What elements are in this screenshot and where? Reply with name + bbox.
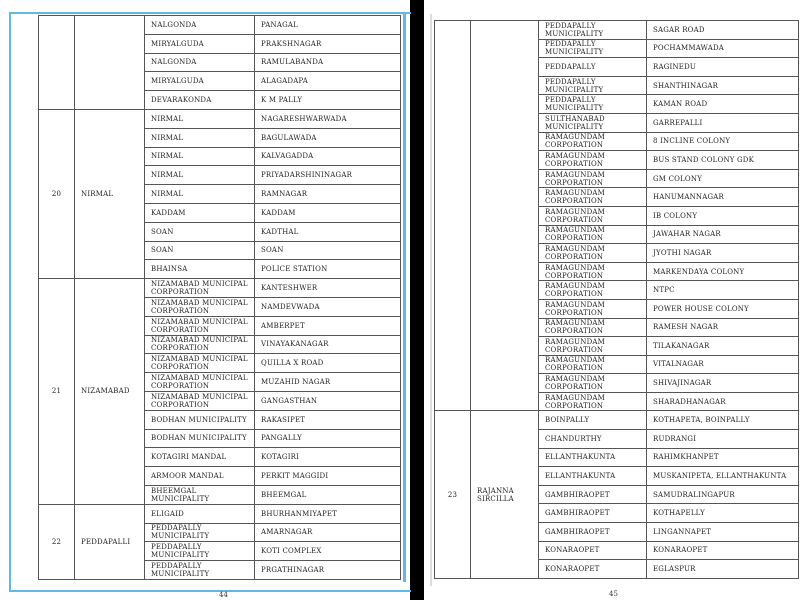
area-cell: RAMAGUNDAM CORPORATION (539, 132, 647, 151)
location-cell: JYOTHI NAGAR (647, 244, 799, 263)
location-cell: KADTHAL (255, 222, 401, 241)
table-row (435, 411, 799, 430)
left-district-table (38, 15, 401, 580)
location-cell: KOTHAPETA, BOINPALLY (647, 411, 799, 430)
location-cell: RAMNAGAR (255, 185, 401, 204)
area-cell: CHANDURTHY (539, 430, 647, 449)
location-cell: JAWAHAR NAGAR (647, 225, 799, 244)
location-cell: RUDRANGI (647, 430, 799, 449)
area-cell: PEDDAPALLY MUNICIPALITY (539, 39, 647, 58)
area-cell: ARMOOR MANDAL (145, 467, 255, 486)
area-cell: PEDDAPALLY MUNICIPALITY (145, 561, 255, 580)
area-cell: NIZAMABAD MUNICIPAL CORPORATION (145, 335, 255, 354)
area-cell: NIRMAL (145, 166, 255, 185)
area-cell: NIZAMABAD MUNICIPAL CORPORATION (145, 373, 255, 392)
area-cell: NIZAMABAD MUNICIPAL CORPORATION (145, 279, 255, 298)
area-cell: GAMBHIRAOPET (539, 523, 647, 542)
area-cell: NIRMAL (145, 109, 255, 128)
area-cell: BODHAN MUNICIPALITY (145, 410, 255, 429)
serial-number-cell: 23 (435, 411, 471, 578)
location-cell: RAGINEDU (647, 58, 799, 77)
area-cell: KOTAGIRI MANDAL (145, 448, 255, 467)
area-cell: RAMAGUNDAM CORPORATION (539, 337, 647, 356)
location-cell: GANGASTHAN (255, 391, 401, 410)
location-cell: RAMULABANDA (255, 53, 401, 72)
district-cell: NIRMAL (75, 109, 145, 278)
area-cell: RAMAGUNDAM CORPORATION (539, 169, 647, 188)
location-cell: PRIYADARSHININAGAR (255, 166, 401, 185)
area-cell: RAMAGUNDAM CORPORATION (539, 392, 647, 411)
location-cell: LINGANNAPET (647, 523, 799, 542)
area-cell: NIZAMABAD MUNICIPAL CORPORATION (145, 316, 255, 335)
location-cell: SAMUDRALINGAPUR (647, 485, 799, 504)
location-cell: NTPC (647, 281, 799, 300)
area-cell: GAMBHIRAOPET (539, 485, 647, 504)
location-cell: TILAKANAGAR (647, 337, 799, 356)
area-cell: NIZAMABAD MUNICIPAL CORPORATION (145, 391, 255, 410)
location-cell: BAGULAWADA (255, 128, 401, 147)
location-cell: ALAGADAPA (255, 72, 401, 91)
area-cell: SOAN (145, 222, 255, 241)
area-cell: PEDDAPALLY MUNICIPALITY (539, 21, 647, 40)
location-cell: KALVAGADDA (255, 147, 401, 166)
location-cell: MUZAHID NAGAR (255, 373, 401, 392)
area-cell: GAMBHIRAOPET (539, 504, 647, 523)
location-cell: POWER HOUSE COLONY (647, 299, 799, 318)
location-cell: POCHAMMAWADA (647, 39, 799, 58)
area-cell: RAMAGUNDAM CORPORATION (539, 151, 647, 170)
area-cell: RAMAGUNDAM CORPORATION (539, 244, 647, 263)
area-cell: RAMAGUNDAM CORPORATION (539, 355, 647, 374)
area-cell: BOINPALLY (539, 411, 647, 430)
location-cell: RAMESH NAGAR (647, 318, 799, 337)
area-cell: PEDDAPALLY MUNICIPALITY (145, 523, 255, 542)
location-cell: PANGALLY (255, 429, 401, 448)
serial-number-cell (435, 21, 471, 411)
serial-number-cell: 22 (39, 504, 75, 579)
location-cell: BUS STAND COLONY GDK (647, 151, 799, 170)
location-cell: POLICE STATION (255, 260, 401, 279)
location-cell: KOTI COMPLEX (255, 542, 401, 561)
location-cell: VINAYAKANAGAR (255, 335, 401, 354)
area-cell: ELIGAID (145, 504, 255, 523)
area-cell: PEDDAPALLY MUNICIPALITY (145, 542, 255, 561)
location-cell: EGLASPUR (647, 560, 799, 579)
location-cell: GARREPALLI (647, 113, 799, 132)
area-cell: PEDDAPALLY MUNICIPALITY (539, 76, 647, 95)
table-row (39, 279, 401, 298)
location-cell: KADDAM (255, 203, 401, 222)
table-row (39, 504, 401, 523)
location-cell: KONARAOPET (647, 541, 799, 560)
location-cell: PRGATHINAGAR (255, 561, 401, 580)
right-page-number: 45 (609, 590, 618, 598)
location-cell: VITALNAGAR (647, 355, 799, 374)
area-cell: RAMAGUNDAM CORPORATION (539, 188, 647, 207)
location-cell: SAGAR ROAD (647, 21, 799, 40)
table-row (39, 16, 401, 35)
district-cell: NIZAMABAD (75, 279, 145, 505)
location-cell: KOTHAPELLY (647, 504, 799, 523)
location-cell: AMBERPET (255, 316, 401, 335)
area-cell: NIZAMABAD MUNICIPAL CORPORATION (145, 354, 255, 373)
area-cell: PEDDAPALLY (539, 58, 647, 77)
area-cell: RAMAGUNDAM CORPORATION (539, 281, 647, 300)
area-cell: SOAN (145, 241, 255, 260)
area-cell: BHEEMGAL MUNICIPALITY (145, 485, 255, 504)
location-cell: SHIVAJINAGAR (647, 374, 799, 393)
area-cell: RAMAGUNDAM CORPORATION (539, 374, 647, 393)
location-cell: BHURHANMIYAPET (255, 504, 401, 523)
location-cell: KANTESHWER (255, 279, 401, 298)
location-cell: K M PALLY (255, 91, 401, 110)
area-cell: ELLANTHAKUNTA (539, 448, 647, 467)
area-cell: MIRYALGUDA (145, 34, 255, 53)
table-row (435, 21, 799, 40)
right-district-table (434, 20, 799, 579)
location-cell: IB COLONY (647, 206, 799, 225)
location-cell: KOTAGIRI (255, 448, 401, 467)
location-cell: SOAN (255, 241, 401, 260)
location-cell: BHEEMGAL (255, 485, 401, 504)
area-cell: RAMAGUNDAM CORPORATION (539, 225, 647, 244)
location-cell: SHARADHANAGAR (647, 392, 799, 411)
location-cell: SHANTHINAGAR (647, 76, 799, 95)
area-cell: NIRMAL (145, 147, 255, 166)
area-cell: SULTHANABAD MUNICIPALITY (539, 113, 647, 132)
area-cell: RAMAGUNDAM CORPORATION (539, 206, 647, 225)
serial-number-cell: 21 (39, 279, 75, 505)
area-cell: NALGONDA (145, 16, 255, 35)
area-cell: KADDAM (145, 203, 255, 222)
location-cell: PERKIT MAGGIDI (255, 467, 401, 486)
left-page-number: 44 (219, 591, 228, 599)
area-cell: KONARAOPET (539, 541, 647, 560)
location-cell: QUILLA X ROAD (255, 354, 401, 373)
table-row (39, 109, 401, 128)
location-cell: AMARNAGAR (255, 523, 401, 542)
location-cell: MUSKANIPETA, ELLANTHAKUNTA (647, 467, 799, 486)
location-cell: RAKASIPET (255, 410, 401, 429)
district-cell: PEDDAPALLI (75, 504, 145, 579)
district-cell (471, 21, 539, 411)
location-cell: MARKENDAYA COLONY (647, 262, 799, 281)
serial-number-cell: 20 (39, 109, 75, 278)
area-cell: DEVARAKONDA (145, 91, 255, 110)
location-cell: RAHIMKHANPET (647, 448, 799, 467)
location-cell: HANUMANNAGAR (647, 188, 799, 207)
location-cell: GM COLONY (647, 169, 799, 188)
area-cell: NALGONDA (145, 53, 255, 72)
district-cell: RAJANNA SIRCILLA (471, 411, 539, 578)
area-cell: RAMAGUNDAM CORPORATION (539, 318, 647, 337)
location-cell: NAMDEVWADA (255, 297, 401, 316)
location-cell: KAMAN ROAD (647, 95, 799, 114)
area-cell: BHAINSA (145, 260, 255, 279)
left-page-border-right (403, 12, 406, 582)
location-cell: PANAGAL (255, 16, 401, 35)
district-cell (75, 16, 145, 110)
page-gutter (410, 0, 424, 600)
location-cell: PRAKSHNAGAR (255, 34, 401, 53)
area-cell: NIRMAL (145, 185, 255, 204)
area-cell: ELLANTHAKUNTA (539, 467, 647, 486)
area-cell: BODHAN MUNICIPALITY (145, 429, 255, 448)
location-cell: 8 INCLINE COLONY (647, 132, 799, 151)
area-cell: KONARAOPET (539, 560, 647, 579)
area-cell: PEDDAPALLY MUNICIPALITY (539, 95, 647, 114)
serial-number-cell (39, 16, 75, 110)
area-cell: MIRYALGUDA (145, 72, 255, 91)
area-cell: NIZAMABAD MUNICIPAL CORPORATION (145, 297, 255, 316)
location-cell: NAGARESHWARWADA (255, 109, 401, 128)
area-cell: RAMAGUNDAM CORPORATION (539, 299, 647, 318)
area-cell: RAMAGUNDAM CORPORATION (539, 262, 647, 281)
area-cell: NIRMAL (145, 128, 255, 147)
